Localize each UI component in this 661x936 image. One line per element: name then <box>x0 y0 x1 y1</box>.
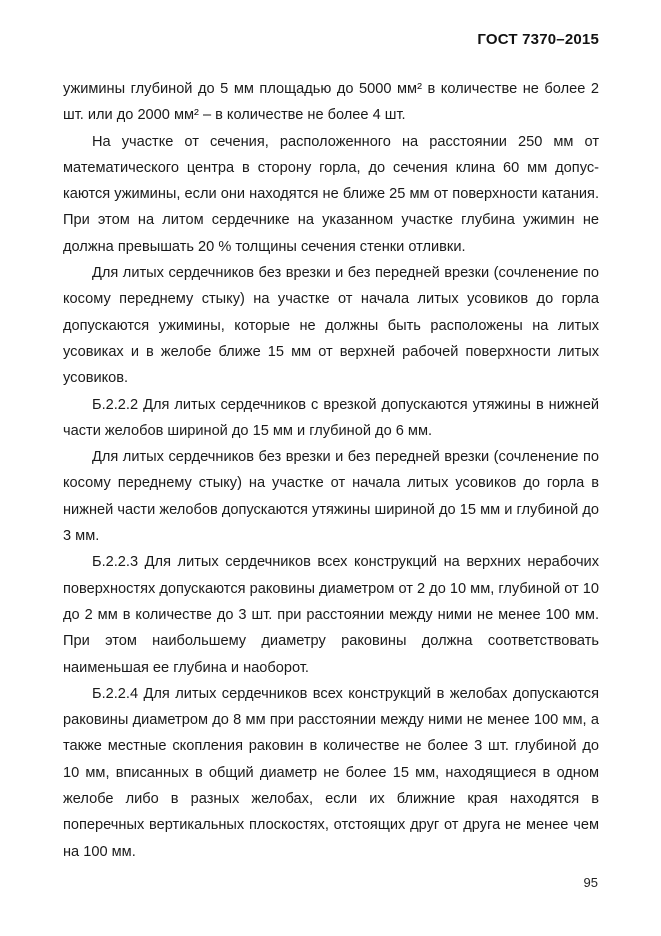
paragraph-b2-2-3: Б.2.2.3 Для литых сердечников всех конструкций на верхних нерабочих поверхностях допускаются раковины диаметром от 2 до 10 мм, глубиной от 10 до 2 мм в количестве до 3 шт. при расстоянии между ними не менее 100 мм. При этом наибольшему диаметру раковины должна соответствовать наименьшая ее глубина и наоборот. <box>63 554 599 676</box>
paragraph-3: Для литых сердечников без врезки и без передней врезки (сочленение по косому переднему стыку) на участке от начала литых усовиков до горла допускаются ужимины, которые не должны быть расположены на литых усовиках и в желобе ближе 15 мм от верхней рабочей поверхности литых усовиков. <box>63 265 599 387</box>
body-text <box>63 76 599 865</box>
page-number: 95 <box>583 875 598 890</box>
paragraph-1: ужимины глубиной до 5 мм площадью до 5000 мм² в количестве не более 2 шт. или до 2000 мм² – в количестве не более 4 шт. <box>63 81 599 124</box>
paragraph-5: Для литых сердечников без врезки и без передней врезки (сочленение по косому переднему стыку) на участке от начала литых усовиков до горла в нижней части желобов допускаются утяжины шириной до 15 мм и глубиной до 3 мм. <box>63 449 599 545</box>
paragraph-b2-2-2: Б.2.2.2 Для литых сердечников с врезкой допускаются утяжины в нижней части желобов шириной до 15 мм и глубиной до 6 мм. <box>63 396 599 439</box>
paragraph-2: На участке от сечения, расположенного на расстоянии 250 мм от математического центра в сторону горла, до сечения клина 60 мм допускаются ужимины, если они находятся не ближе 25 мм от поверхности катания. При этом на литом сердечнике на указанном участке глубина ужимин не должна превышать 20 % толщины сечения стенки отливки. <box>63 133 599 255</box>
paragraph-b2-2-4: Б.2.2.4 Для литых сердечников всех конструкций в желобах допускаются раковины диаметром до 8 мм при расстоянии между ними не менее 100 мм, а также местные скопления раковин в количестве не более 3 шт. глубиной до 10 мм, вписанных в общий диаметр не более 15 мм, находящиеся в одном желобе либо в разных желобах, если их ближние края находятся в поперечных вертикальных плоскостях, отстоящих друг от друга не менее чем на 100 мм. <box>63 685 599 860</box>
standard-header: ГОСТ 7370–2015 <box>477 31 599 48</box>
